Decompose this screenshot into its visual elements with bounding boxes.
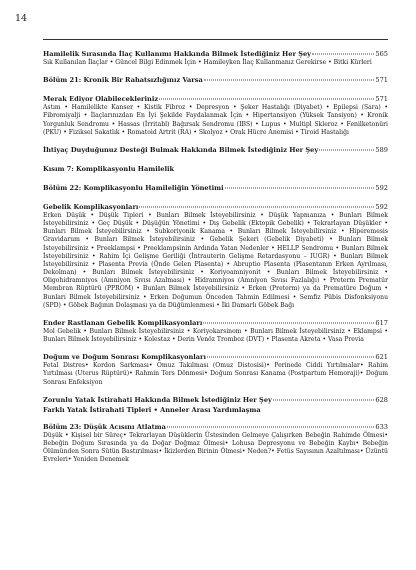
- toc-entry-page: 628: [375, 395, 388, 404]
- toc-entry-page: 592: [375, 183, 388, 192]
- table-of-contents: [43, 43, 388, 464]
- toc-entry: [43, 76, 388, 84]
- toc-entry-page: 633: [375, 422, 388, 431]
- toc-entry: [43, 95, 388, 137]
- toc-entry: [43, 396, 388, 404]
- dot-leader: [273, 399, 375, 400]
- toc-entry: [43, 203, 388, 310]
- toc-entry-page: 565: [375, 50, 388, 58]
- toc-entry: [43, 423, 388, 465]
- toc-entry-title: İhtiyaç Duyduğunuz Desteği Bulmak Hakkında Bilmek İstediğiniz Her Şey: [43, 145, 319, 154]
- dot-leader: [312, 54, 374, 55]
- toc-entry-subtopics: Sık Kullanılan İlaçlar • Güncel Bilgi Edinmek İçin • Hamileyken İlaç Kullanmanız Gerekirse • Bitki Kürleri: [43, 59, 372, 67]
- dot-leader: [159, 99, 374, 100]
- toc-entry-title: Gebelik Komplikasyonları: [43, 202, 139, 211]
- toc-entry-title: Farklı Yatak İstirahati Tipleri • Anneler Arası Yardımlaşma: [43, 405, 261, 414]
- toc-entry-subtopics: Astım • Hamilelikte Kanser • Kistik Fibroz • Depresyon • Şeker Hastalığı (Diyabet) • Epilepsi (Sara) • Fibromiyalji • İlaçlarınızdan En İyi Şekilde Faydalanmak İçin • Hipertansiyon (Yüksek Tansiyon) • Kronik Yorgunluk Sendromu • Hassas (İrritabl) Bağırsak Sendromu (IBS) • Lupus • Multipl Skleroz • Fenilketonüri (PKU) • Fiziksel Sakatlık • Romatoid Artrit (RA) • Skolyoz • Orak Hücre Anemisi • Tiroid Hastalığı: [43, 104, 388, 136]
- toc-entry-page: 621: [375, 353, 388, 362]
- toc-entry: [43, 319, 388, 344]
- toc-entry-subtopics: Düşük • Kişisel bir Süreç• Tekrarlayan Düşüklerin Üstesinden Gelmeye Çalışırken Bebeğin Rahimde Ölmesi• Bebeğin Doğum Sırasında ya da Doğar Doğmaz Ölmesi• Lohusa Depresyonu ve Bebeğin Kaybı• Bebeğin Ölümünden Sonra Sütün Bastırılması• İkizlerden Birinin Ölmesi• Neden?• Fetüs Sayısının Azaltılması• Üzüntü Evreleri• Yeniden Denemek: [43, 431, 388, 464]
- toc-entry: [43, 146, 388, 154]
- toc-entry-title: Doğum ve Doğum Sonrası Komplikasyonları: [43, 353, 207, 362]
- toc-entry-subtopics: Erken Düşük • Düşük Tipleri • Bunları Bilmek İsteyebilirsiniz • Düşük Yapmanıza • Bunları Bilmek İsteyebilirsiniz • Geç Düşük • Düşüğün Yönetimi • Dış Gebelik (Ektopik Gebelik) • Tekrarlayan Düşükler • Bunları Bilmek İsteyebilirsiniz • Subkoriyonik Kanama • Bunları Bilmek İsteyebilirsiniz • Hiperemesis Gravidarum • Bunları Bilmek İsteyebilirsiniz • Gebelik Şekeri (Gebelik Diyabeti) • Bunları Bilmek İsteyebilirsiniz • Preeklampsi • Preeklampsinin Ardında Yatan Nedenler • HELLP Sendromu • Bunları Bilmek İsteyebilirsiniz • Rahim İçi Gelişme Geriliği (İntrauterin Gelişme Retardasyonu – IUGR) • Bunları Bilmek İsteyebilirsiniz • Plasenta Previa (Önde Gelen Plasenta) • Abruptio Plasenta (Plasentanın Erken Ayrılması, Dekolman) • Bunları Bilmek İsteyebilirsiniz • Koriyoamniyonit • Bunları Bilmek İsteyebilirsiniz • Oligohidramniyos (Amniyon Sıvısı Azalması) • Hidramniyos (Amniyon Sıvısı Fazlalığı) • Preterm Prematür Membran Rüptürü (PPROM) • Bunları Bilmek İsteyebilirsiniz • Erken (Preterm) ya da Prematüre Doğum • Bunları Bilmek İsteyebilirsiniz • Erken Doğumun Önceden Tahmin Edilmesi • Semfiz Pübis Disfonksiyonu (SPD) • Göbek Bağının Dolaşması ya da Düğümlenmesi • İki Damarlı Göbek Bağı: [43, 212, 388, 309]
- dot-leader: [319, 149, 374, 150]
- toc-entry-subtopics: Mol Gebelik • Bunları Bilmek İsteyebilirsiniz • Koriyokarsinom • Bunları Bilmek İsteyebilirsiniz • Eklampsi • Bunları Bilmek İsteyebilirsiniz • Kolestaz • Derin Venöz Tromboz (DVT) • Plasenta Akreta • Vasa Previa: [43, 327, 388, 344]
- dot-leader: [204, 80, 375, 81]
- dot-leader: [203, 322, 374, 323]
- toc-entry-title: Zorunlu Yatak İstirahati Hakkında Bilmek İstediğiniz Her Şey: [43, 395, 272, 404]
- toc-entry-title: Bölüm 22: Komplikasyonlu Hamileliğin Yönetimi: [43, 183, 224, 192]
- toc-entry-title: Bölüm 21: Kronik Bir Rahatsızlığınız Varsa: [43, 76, 203, 85]
- toc-entry-title: Merak Ediyor Olabilecekleriniz: [43, 95, 159, 104]
- toc-entry-title: Ender Rastlanan Gebelik Komplikasyonları: [43, 318, 203, 327]
- toc-entry: [43, 353, 388, 387]
- dot-leader: [225, 187, 375, 188]
- toc-entry-title: Bölüm 23: Düşük Acısını Atlatma: [43, 422, 166, 431]
- toc-entry-page: 617: [375, 318, 388, 327]
- toc-entry: [43, 184, 388, 192]
- toc-entry-page: 571: [375, 76, 388, 85]
- toc-entry-page: 592: [375, 202, 388, 211]
- toc-entry-page: 589: [375, 145, 388, 154]
- dot-leader: [167, 426, 375, 427]
- toc-entry-title: Hamilelik Sırasında İlaç Kullanımı Hakkında Bilmek İstediğiniz Her Şey: [43, 50, 311, 58]
- toc-part-title: Kısım 7: Komplikasyonlu Hamilelik: [43, 164, 175, 173]
- toc-entry-page: 571: [375, 95, 388, 104]
- toc-entry-subtopics: Fetal Distres• Kordon Sarkması• Omuz Takılması (Omuz Distosisi)• Perinede Ciddi Yırtılmalar• Rahim Yırtılması (Uterus Rüptürü)• Rahmin Ters Dönmesi• Doğum Sonrası Kanama (Postpartum Hemoraji)• Doğum Sonrası Enfeksiyon: [43, 362, 388, 386]
- toc-part-heading: [43, 165, 388, 173]
- toc-entry: [43, 50, 388, 67]
- dot-leader: [207, 357, 374, 358]
- header-rule: [43, 39, 388, 40]
- toc-entry: [43, 406, 388, 414]
- dot-leader: [139, 206, 374, 207]
- page-number: 14: [15, 13, 28, 24]
